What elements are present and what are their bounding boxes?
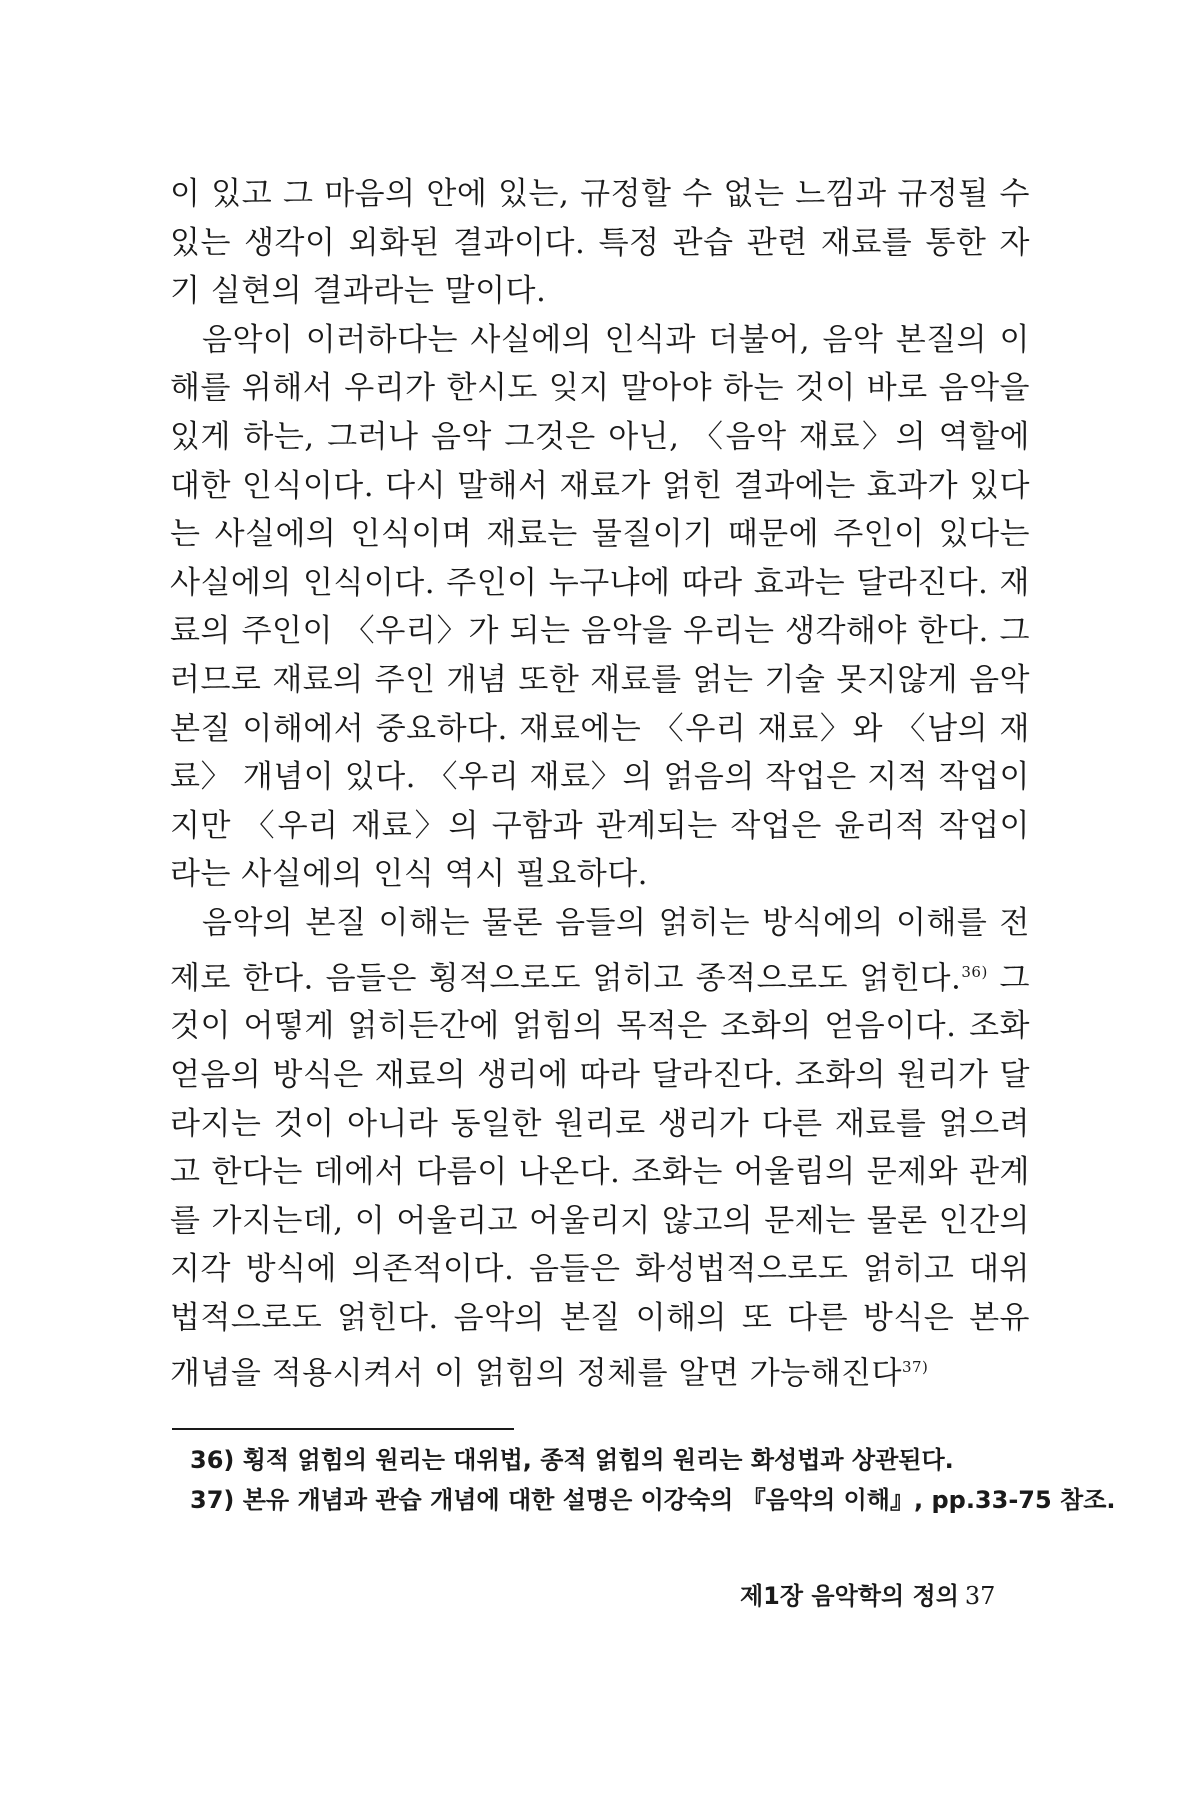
paragraph-3-part-1: 음악의 본질 이해는 물론 음들의 얽히는 방식에의 이해를 전제로 한다. 음들은 횡적으로도 얽히고 종적으로도 얽힌다. <box>170 904 1030 996</box>
footnote-divider <box>172 1428 514 1430</box>
body-text <box>170 170 1030 1398</box>
paragraph-3 <box>170 899 1030 1398</box>
footnote-ref-36: 36) <box>961 962 988 981</box>
chapter-title: 제1장 음악학의 정의 <box>740 1582 959 1610</box>
paragraph-2: 음악이 이러하다는 사실에의 인식과 더불어, 음악 본질의 이해를 위해서 우리가 한시도 잊지 말아야 하는 것이 바로 음악을 있게 하는, 그러나 음악 그것은 아닌, 〈음악 재료〉의 역할에 대한 인식이다. 다시 말해서 재료가 얽힌 결과에는 효과가 있다는 사실에의 인식이며 재료는 물질이기 때문에 주인이 있다는 사실에의 인식이다. 주인이 누구냐에 따라 효과는 달라진다. 재료의 주인이 〈우리〉가 되는 음악을 우리는 생각해야 한다. 그러므로 재료의 주인 개념 또한 재료를 얽는 기술 못지않게 음악 본질 이해에서 중요하다. 재료에는 〈우리 재료〉와 〈남의 재료〉 개념이 있다. 〈우리 재료〉의 얽음의 작업은 지적 작업이지만 〈우리 재료〉의 구함과 관계되는 작업은 윤리적 작업이라는 사실에의 인식 역시 필요하다. <box>170 321 1030 893</box>
running-footer <box>740 1576 1040 1611</box>
footnotes <box>190 1440 1116 1520</box>
paragraph-3-part-2: 그것이 어떻게 얽히든간에 얽힘의 목적은 조화의 얻음이다. 조화 얻음의 방식은 재료의 생리에 따라 달라진다. 조화의 원리가 달라지는 것이 아니라 동일한 원리로 생리가 다른 재료를 얽으려고 한다는 데에서 다름이 나온다. 조화는 어울림의 문제와 관계를 가지는데, 이 어울리고 어울리지 않고의 문제는 물론 인간의 지각 방식에 의존적이다. 음들은 화성법적으로도 얽히고 대위법적으로도 얽힌다. 음악의 본질 이해의 또 다른 방식은 본유 개념을 적용시켜서 이 얽힘의 정체를 알면 가능해진다 <box>170 959 1030 1391</box>
footnote-ref-37: 37) <box>901 1357 929 1376</box>
page-number: 37 <box>964 1582 996 1610</box>
footnote-37: 37) 본유 개념과 관습 개념에 대한 설명은 이강숙의 『음악의 이해』, pp.33-75 참조. <box>190 1486 1116 1514</box>
footnote-36: 36) 횡적 얽힘의 원리는 대위법, 종적 얽힘의 원리는 화성법과 상관된다. <box>190 1446 954 1474</box>
paragraph-1: 이 있고 그 마음의 안에 있는, 규정할 수 없는 느낌과 규정될 수 있는 생각이 외화된 결과이다. 특정 관습 관련 재료를 통한 자기 실현의 결과라는 말이다. <box>170 176 1030 310</box>
